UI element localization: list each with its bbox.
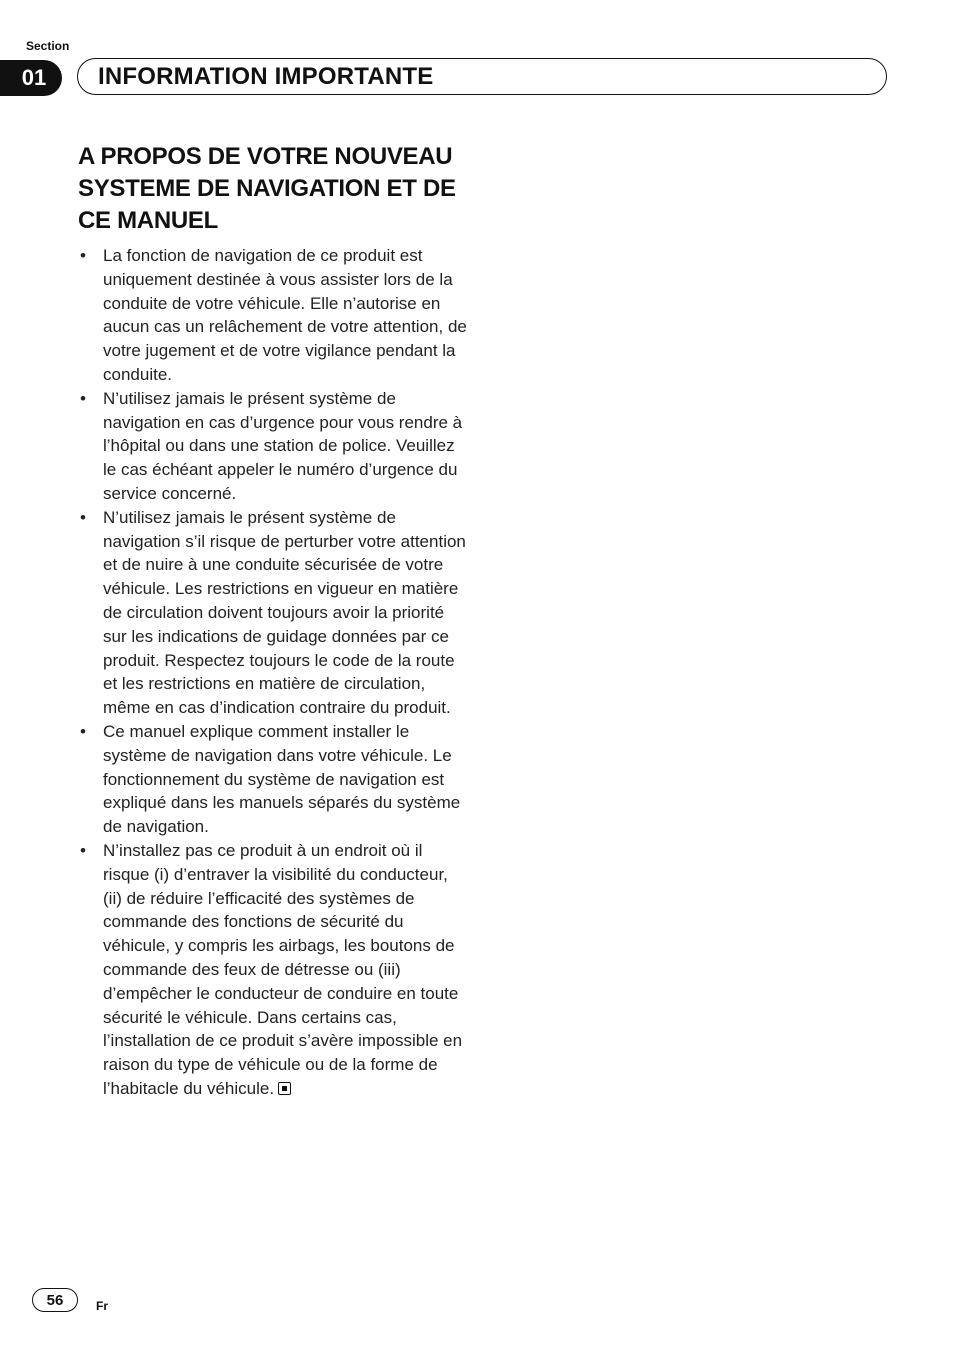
language-code: Fr: [96, 1299, 108, 1313]
section-heading: A PROPOS DE VOTRE NOUVEAU SYSTEME DE NAVIGATION ET DE CE MANUEL: [78, 143, 456, 234]
bullet-dot-icon: •: [80, 388, 86, 408]
section-number-badge: 01: [0, 60, 62, 96]
list-item: [78, 387, 468, 506]
page-number: 56: [32, 1288, 78, 1312]
bullet-text: N’installez pas ce produit à un endroit où il risque (i) d’entraver la visibilité du conducteur, (ii) de réduire l’efficacité des systèmes de commande des fonctions de sécurité du véhicule, y compris les airbags, les boutons de commande des feux de détresse ou (iii) d’empêcher le conducteur de conduire en toute sécurité le véhicule. Dans certains cas, l’installation de ce produit s’avère impossible en raison du type de véhicule ou de la forme de l’habitacle du véhicule.: [103, 840, 463, 1098]
end-of-section-icon: [278, 1082, 291, 1095]
chapter-header: [77, 58, 887, 95]
bullet-dot-icon: •: [80, 507, 86, 527]
section-label: Section: [26, 39, 70, 53]
bullet-text: N’utilisez jamais le présent système de navigation s’il risque de perturber votre attention et de nuire à une conduite sécurisée de votre véhicule. Les restrictions en vigueur en matière de circulation doivent toujours avoir la priorité sur les indications de guidage données par ce produit. Respectez toujours le code de la route et les restrictions en matière de circulation, même en cas d’indication contraire du produit.: [103, 507, 466, 718]
bullet-text: N’utilisez jamais le présent système de navigation en cas d’urgence pour vous rendre à l’hôpital ou dans une station de police. Veuillez le cas échéant appeler le numéro d’urgence du service concerné.: [103, 388, 463, 503]
list-item: [78, 720, 468, 839]
bullet-dot-icon: •: [80, 840, 86, 860]
list-item: [78, 839, 468, 1101]
chapter-title: INFORMATION IMPORTANTE: [98, 62, 434, 90]
bullet-list: [78, 244, 468, 1101]
list-item: [78, 244, 468, 387]
bullet-dot-icon: •: [80, 246, 86, 265]
bullet-text: Ce manuel explique comment installer le système de navigation dans votre véhicule. Le fonctionnement du système de navigation est expliqué dans les manuels séparés du système de navigation.: [103, 721, 461, 837]
list-item: [78, 506, 468, 720]
bullet-text: La fonction de navigation de ce produit est uniquement destinée à vous assister lors de la conduite de votre véhicule. Elle n’autorise en aucun cas un relâchement de votre attention, de votre jugement et de votre vigilance pendant la conduite.: [103, 246, 467, 384]
bullet-dot-icon: •: [80, 721, 86, 741]
